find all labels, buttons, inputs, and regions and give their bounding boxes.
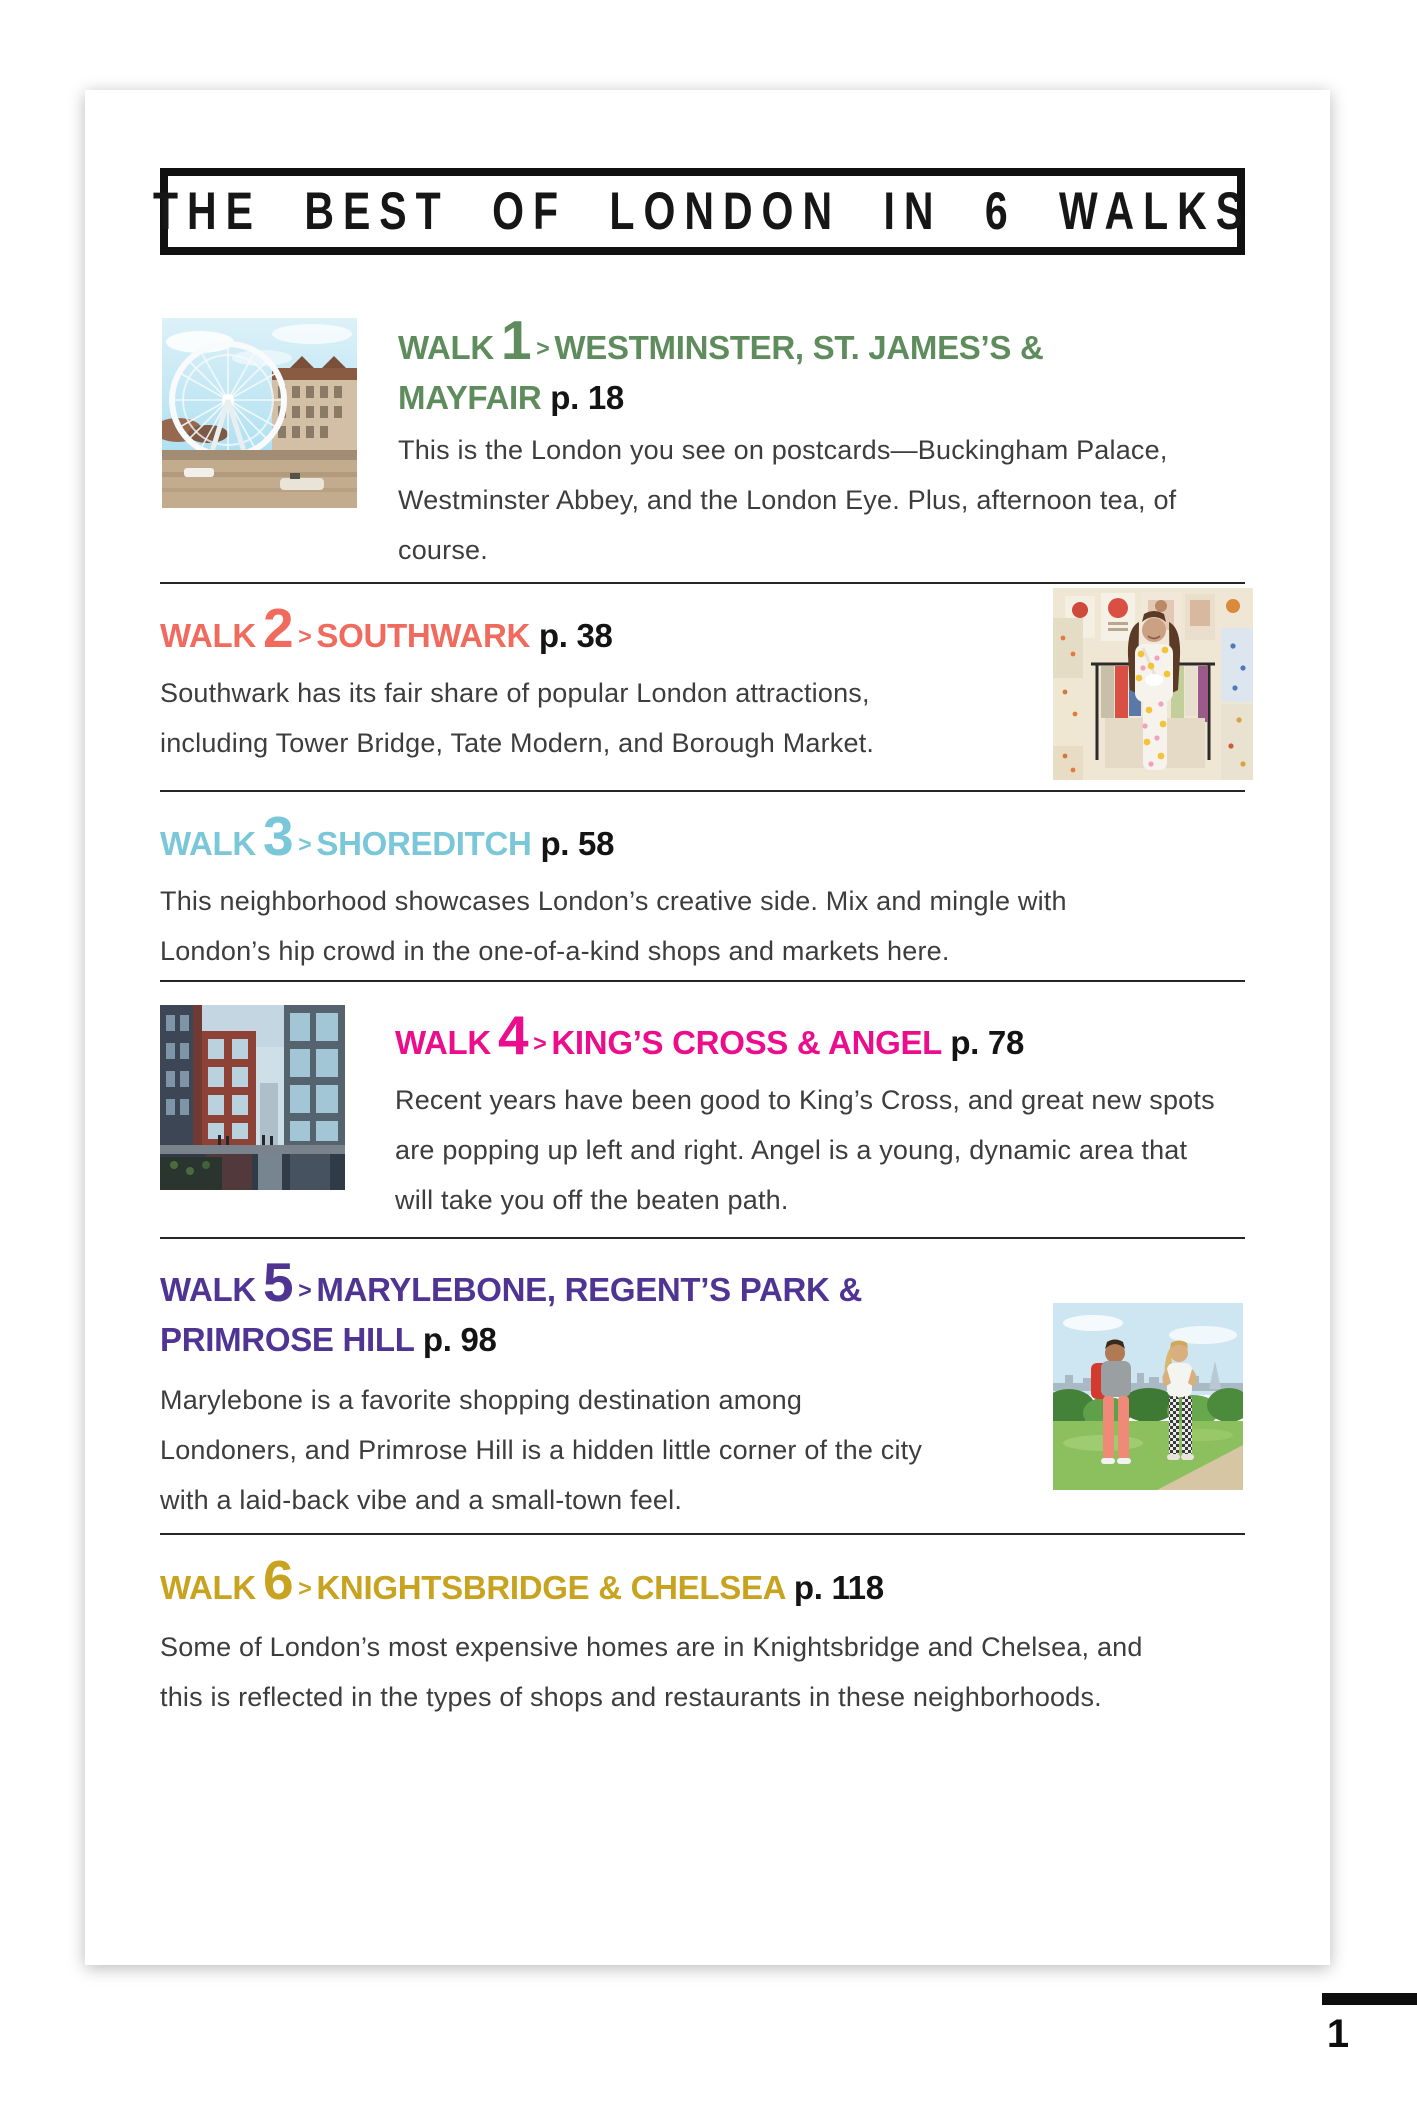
chevron-separator: > (298, 1575, 312, 1601)
page-number: 1 (1326, 2012, 1350, 2056)
walk-3-heading (160, 805, 1060, 869)
walk-page-ref: p. 38 (538, 617, 613, 654)
walk-2-description: Southwark has its fair share of popular London attractions, including Tower Bridge, Tate Modern, and Borough Market. (160, 678, 875, 758)
chevron-separator: > (536, 335, 550, 361)
section-divider (160, 790, 1245, 792)
primrose-hill-photo (1053, 1303, 1243, 1490)
walk-6-description: Some of London’s most expensive homes are in Knightsbridge and Chelsea, and this is reflected in the types of shops and restaurants in these neighborhoods. (160, 1632, 1143, 1712)
walk-label: WALK (160, 1271, 256, 1308)
walk-4-description: Recent years have been good to King’s Cross, and great new spots are popping up left and right. Angel is a young, dynamic area that will take you off the beaten path. (395, 1085, 1215, 1215)
page-title: THE BEST OF LONDON IN 6 WALKS (152, 180, 1253, 241)
title-banner (152, 168, 1253, 255)
walk-1-heading (398, 309, 1178, 423)
page-sheet (85, 90, 1330, 1965)
walk-label: WALK (395, 1024, 491, 1061)
walk-page-ref: p. 58 (540, 825, 615, 862)
walk-1-photo (162, 318, 357, 508)
walk-label: WALK (398, 329, 494, 366)
section-divider (160, 980, 1245, 982)
walk-label: WALK (160, 617, 256, 654)
walk-number: 5 (262, 1251, 294, 1313)
walk-title: KING’S CROSS & ANGEL (551, 1024, 942, 1061)
section-divider (160, 1237, 1245, 1239)
section-divider (160, 582, 1245, 584)
walk-label: WALK (160, 1569, 256, 1606)
walk-title: SOUTHWARK (316, 617, 531, 654)
walk-2-photo (1053, 588, 1253, 780)
chevron-separator: > (298, 623, 312, 649)
walk-5-heading (160, 1251, 980, 1365)
walk-number: 1 (500, 309, 532, 371)
london-eye-photo (162, 318, 357, 508)
chevron-separator: > (533, 1030, 547, 1056)
walk-4-heading (395, 1004, 1215, 1068)
walk-page-ref: p. 118 (793, 1569, 884, 1606)
walk-number: 3 (262, 805, 294, 867)
footer-rule-bar (1322, 1993, 1417, 2005)
walk-title: WESTMINSTER, ST. JAMES’S & MAYFAIR (398, 329, 1044, 416)
kings-cross-photo (160, 1005, 345, 1190)
walk-title: MARYLEBONE, REGENT’S PARK & PRIMROSE HILL (160, 1271, 862, 1358)
walk-3-description: This neighborhood showcases London’s creative side. Mix and mingle with London’s hip crowd in the one-of-a-kind shops and markets here. (160, 886, 1067, 966)
walk-number: 6 (262, 1549, 294, 1611)
walk-page-ref: p. 18 (550, 379, 624, 416)
walk-page-ref: p. 98 (422, 1321, 497, 1358)
walk-4-photo (160, 1005, 345, 1190)
walk-1-description: This is the London you see on postcards—Buckingham Palace, Westminster Abbey, and the London Eye. Plus, afternoon tea, of course. (398, 435, 1177, 565)
walk-number: 2 (262, 597, 294, 659)
walk-title: KNIGHTSBRIDGE & CHELSEA (316, 1569, 785, 1606)
market-stall-photo (1053, 588, 1253, 780)
walk-5-photo (1053, 1303, 1243, 1490)
chevron-separator: > (298, 1277, 312, 1303)
walk-number: 4 (497, 1004, 529, 1066)
walk-5-description: Marylebone is a favorite shopping destination among Londoners, and Primrose Hill is a hidden little corner of the city with a laid-back vibe and a small-town feel. (160, 1385, 923, 1515)
section-divider (160, 1533, 1245, 1535)
walk-page-ref: p. 78 (950, 1024, 1025, 1061)
walk-title: SHOREDITCH (316, 825, 532, 862)
walk-2-heading (160, 597, 1020, 661)
walk-label: WALK (160, 825, 256, 862)
walk-6-heading (160, 1549, 1160, 1613)
chevron-separator: > (298, 831, 312, 857)
